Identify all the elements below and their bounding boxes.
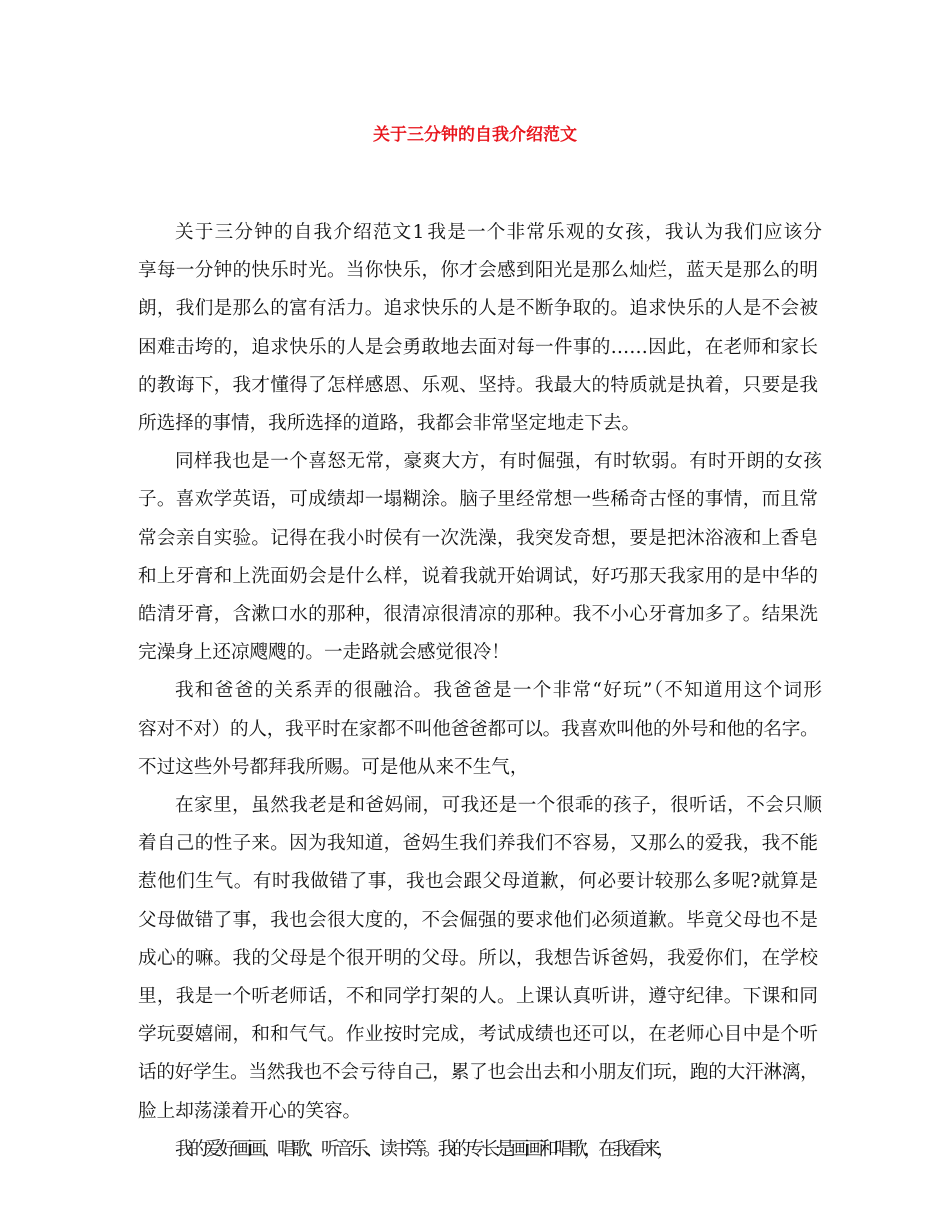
text-line: 子。喜欢学英语，可成绩却一塌糊涂。脑子里经常想一些稀奇古怪的事情，而且常 bbox=[138, 489, 818, 511]
text-line: 容对不对）的人，我平时在家都不叫他爸爸都可以。我喜欢叫他的外号和他的名字。 bbox=[138, 718, 819, 740]
text-line: 脸上却荡漾着开心的笑容。 bbox=[138, 1100, 362, 1122]
text-line: 成心的嘛。我的父母是个很开明的父母。所以，我想告诉爸妈，我爱你们，在学校 bbox=[138, 947, 818, 969]
paragraph bbox=[138, 672, 818, 787]
text-line: 常会亲自实验。记得在我小时侯有一次洗澡，我突发奇想，要是把沐浴液和上香皂 bbox=[138, 527, 818, 549]
text-line: 完澡身上还凉飕飕的。一走路就会感觉很冷！ bbox=[138, 642, 510, 664]
text-line: 话的好学生。当然我也不会亏待自己，累了也会出去和小朋友们玩，跑的大汗淋漓， bbox=[138, 1062, 819, 1084]
paragraph bbox=[138, 214, 818, 443]
text-line: 朗，我们是那么的富有活力。追求快乐的人是不断争取的。追求快乐的人是不会被 bbox=[138, 298, 818, 320]
text-line: 困难击垮的，追求快乐的人是会勇敢地去面对每一件事的……因此，在老师和家长 bbox=[138, 336, 818, 358]
text-line: 享每一分钟的快乐时光。当你快乐，你才会感到阳光是那么灿烂，蓝天是那么的明 bbox=[138, 260, 818, 282]
text-line: 在家里，虽然我老是和爸妈闹，可我还是一个很乖的孩子，很听话，不会只顺 bbox=[175, 795, 818, 817]
text-line: 皓清牙膏，含漱口水的那种，很清凉很清凉的那种。我不小心牙膏加多了。结果洗 bbox=[138, 604, 818, 626]
text-line: 父母做错了事，我也会很大度的，不会倔强的要求他们必须道歉。毕竟父母也不是 bbox=[138, 909, 818, 931]
document-title: 关于三分钟的自我介绍范文 bbox=[373, 125, 577, 145]
text-line: 所选择的事情，我所选择的道路，我都会非常坚定地走下去。 bbox=[138, 413, 641, 435]
text-line: 里，我是一个听老师话，不和同学打架的人。上课认真听讲，遵守纪律。下课和同 bbox=[138, 986, 818, 1008]
text-line: 关于三分钟的自我介绍范文1 我是一个非常乐观的女孩，我认为我们应该分 bbox=[175, 222, 818, 243]
text-line: 我和爸爸的关系弄的很融洽。我爸爸是一个非常“好玩”（不知道用这个词形 bbox=[175, 680, 818, 702]
paragraph bbox=[138, 787, 818, 1131]
document-body bbox=[138, 214, 818, 1169]
paragraph bbox=[138, 1131, 818, 1169]
text-line: 我的爱好画画、唱歌、听音乐、读书等。我的专长是画画和唱歌，在我看来， bbox=[175, 1138, 672, 1160]
text-line: 的教诲下，我才懂得了怎样感恩、乐观、坚持。我最大的特质就是执着，只要是我 bbox=[138, 374, 818, 396]
text-line: 学玩耍嬉闹，和和气气。作业按时完成，考试成绩也还可以，在老师心目中是个听 bbox=[138, 1024, 818, 1046]
text-line: 不过这些外号都拜我所赐。可是他从来不生气， bbox=[138, 756, 529, 778]
paragraph bbox=[138, 443, 818, 672]
text-line: 着自己的性子来。因为我知道，爸妈生我们养我们不容易，又那么的爱我，我不能 bbox=[138, 833, 818, 855]
text-line: 同样我也是一个喜怒无常，豪爽大方，有时倔强，有时软弱。有时开朗的女孩 bbox=[175, 451, 818, 473]
text-line: 惹他们生气。有时我做错了事，我也会跟父母道歉，何必要计较那么多呢?就算是 bbox=[138, 871, 818, 893]
text-line: 和上牙膏和上洗面奶会是什么样，说着我就开始调试，好巧那天我家用的是中华的 bbox=[138, 565, 818, 587]
